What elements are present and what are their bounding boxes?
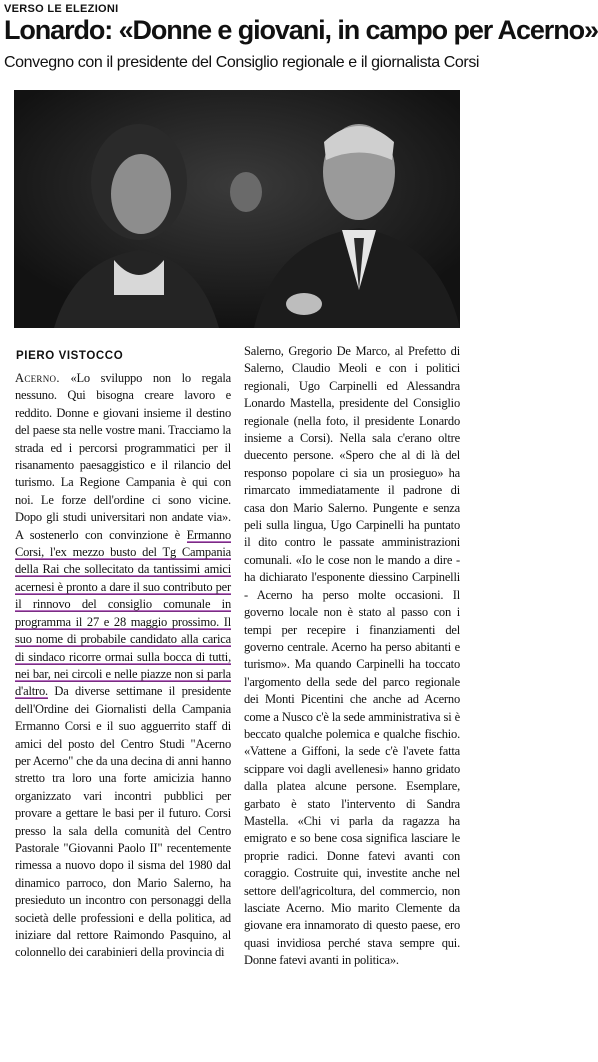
body-text-continued: Da diverse settimane il presidente dell'Ordine dei Giornalisti della Campania Ermanno Corsi e il suo agguerrito staff di amici del posto del Centro Studi "Acerno per Acerno" che da una decina di anni hanno stretto tra loro una forte amicizia hanno organizzato vari incontri pubblici per provare a gettare le basi per il futuro. Corsi presso la sala della comunità del Centro Pastorale "Giovanni Paolo II" recentemente rimessa a nuovo dopo il sisma del 1980 dal dinamico parroco, don Mario Salerno, ha presieduto un incontro con personaggi della società delle professioni e della politica, ad iniziare dal rettore Raimondo Pasquino, al colonnello dei carabinieri della provincia di [15,684,231,960]
subheadline: Convegno con il presidente del Consiglio regionale e il giornalista Corsi [4,54,480,71]
section-kicker: VERSO LE ELEZIONI [4,3,119,15]
byline: PIERO VISTOCCO [16,350,124,362]
dateline: Acerno. [15,371,60,385]
body-text-right: Salerno, Gregorio De Marco, al Prefetto di Salerno, Claudio Meoli e con i politici regionali, Ugo Carpinelli ed Alessandra Lonardo Mastella, presidente del Consiglio regionale (nella foto, il presidente Lonardo insieme a Corsi). Nella sala c'erano oltre duecento persone. «Spero che al di là del responso popolare ci sia un prosieguo» ha rimarcato immediatamente il padrone di casa don Mario Salerno. Pungente e senza peli sulla lingua, Ugo Carpinelli ha puntato il dito contro le passate amministrazioni comunali. «Io le cose non le mando a dire -ha dichiarato l'esponente diessino Carpinelli - Acerno ha perso molte occasioni. Il governo locale non è stato al passo con i tempi per recepire i finanziamenti del governo centrale. Acerno ha perso abitanti e turismo». Ma quando Carpinelli ha toccato l'argomento della sede del parco regionale dei Monti Picentini che anche ad Acerno come a Nusco c'è la sede amministrativa si è beccato qualche polemica e qualche fischio. «Vattene a Giffoni, la sede c'è l'avete fatta scippare voi dagli avellenesi» hanno gridato dalla platea alcune persone. Esemplare, garbato è stato l'intervento di Sandra Mastella. «Chi vi parla da ragazza ha emigrato e so bene cosa significa lasciare le proprie radici. Donne fatevi avanti con coraggio. Costruite qui, investite anche nel settore dell'agricoltura, del commercio, non lasciate Acerno. Mio marito Clemente da giovane era innamorato di questo paese, ero quasi invidiosa perché stava sempre qui. Donne fatevi avanti in politica». [244,344,460,968]
article-photo [14,90,460,328]
article-column-right [244,343,460,970]
highlighted-passage: Ermanno Corsi, l'ex mezzo busto del Tg Campania della Rai che sollecitato da tantissimi amici acernesi è pronto a dare il suo contributo per il rinnovo del consiglio comunale in programma il 27 e 28 maggio prossimo. Il suo nome di probabile candidato alla carica di sindaco ricorre ormai sulla bocca di tutti, nei bar, nei circoli e nelle piazze non si parla d'altro. [15,527,231,699]
body-text-intro: «Lo sviluppo non lo regala nessuno. Qui bisogna creare lavoro e reddito. Donne e giovani insieme il destino del paese sta nelle vostre mani. Tracciamo la strada ed i percorsi programmatici per il risanamento paesaggistico e il rilancio del turismo. La Regione Campania è qui con noi. Le forze dell'ordine ci sono vicine. Dopo gli studi universitari non andate via». A sostenerlo con convinzione è [15,371,231,542]
article-column-left [15,370,231,962]
headline: Lonardo: «Donne e giovani, in campo per Acerno» [4,15,598,45]
